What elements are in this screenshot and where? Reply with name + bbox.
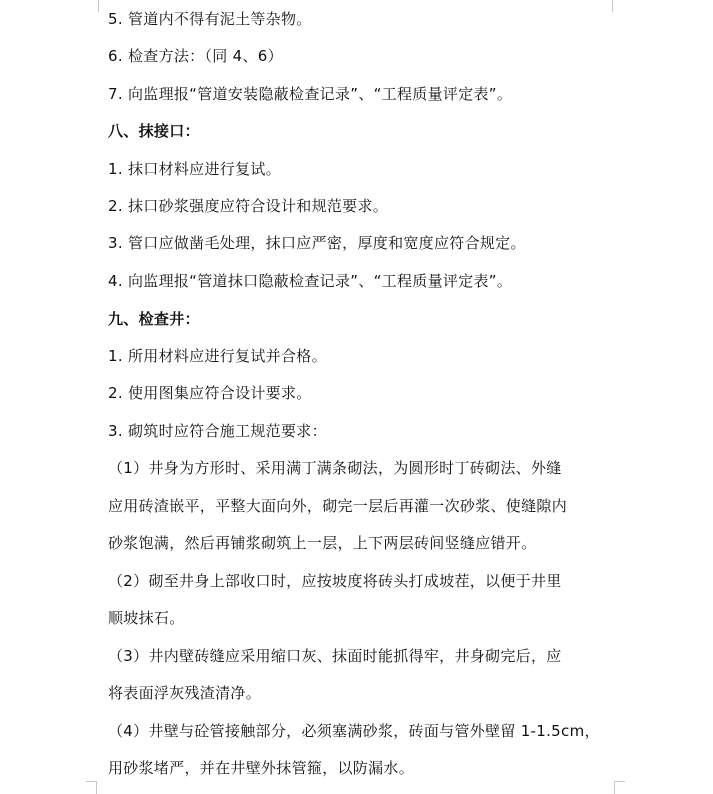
paragraph-line: （4）井壁与砼管接触部分，必须塞满砂浆，砖面与管外壁留 1-1.5cm， bbox=[108, 722, 600, 740]
paragraph-line: 应用砖渣嵌平，平整大面向外，砌完一层后再灌一次砂浆、使缝隙内 bbox=[108, 497, 568, 515]
list-item: 1. 所用材料应进行复试并合格。 bbox=[108, 347, 327, 365]
list-item: 3. 管口应做凿毛处理，抹口应严密，厚度和宽度应符合规定。 bbox=[108, 234, 526, 252]
paragraph-line: 将表面浮灰残渣清净。 bbox=[108, 684, 262, 702]
paragraph-line: 用砂浆堵严，并在井壁外抹管箍，以防漏水。 bbox=[108, 759, 415, 777]
list-item: 4. 向监理报“管道抹口隐蔽检查记录”、“工程质量评定表”。 bbox=[108, 272, 513, 290]
page-corner-mark bbox=[86, 781, 97, 794]
paragraph-line: 顺坡抹石。 bbox=[108, 609, 185, 627]
page-corner-mark bbox=[614, 781, 625, 794]
paragraph-line: （1）井身为方形时、采用满丁满条砌法，为圆形时丁砖砌法、外缝 bbox=[108, 459, 562, 477]
list-item: 6. 检查方法：（同 4、6） bbox=[108, 47, 283, 65]
section-heading: 九、检查井： bbox=[108, 310, 200, 328]
list-item: 2. 使用图集应符合设计要求。 bbox=[108, 384, 312, 402]
paragraph-line: 砂浆饱满，然后再铺浆砌筑上一层，上下两层砖间竖缝应错开。 bbox=[108, 534, 537, 552]
list-item: 3. 砌筑时应符合施工规范要求： bbox=[108, 422, 327, 440]
paragraph-line: （2）砌至井身上部收口时，应按坡度将砖头打成坡茬，以便于井里 bbox=[108, 572, 562, 590]
page-corner-mark bbox=[86, 0, 99, 12]
list-item: 7. 向监理报“管道安装隐蔽检查记录”、“工程质量评定表”。 bbox=[108, 85, 513, 103]
list-item: 2. 抹口砂浆强度应符合设计和规范要求。 bbox=[108, 197, 389, 215]
list-item: 5. 管道内不得有泥土等杂物。 bbox=[108, 10, 312, 28]
paragraph-line: （3）井内壁砖缝应采用缩口灰、抹面时能抓得牢，井身砌完后，应 bbox=[108, 647, 562, 665]
page-corner-mark bbox=[612, 0, 625, 12]
list-item: 1. 抹口材料应进行复试。 bbox=[108, 160, 281, 178]
section-heading: 八、抹接口： bbox=[108, 122, 200, 140]
